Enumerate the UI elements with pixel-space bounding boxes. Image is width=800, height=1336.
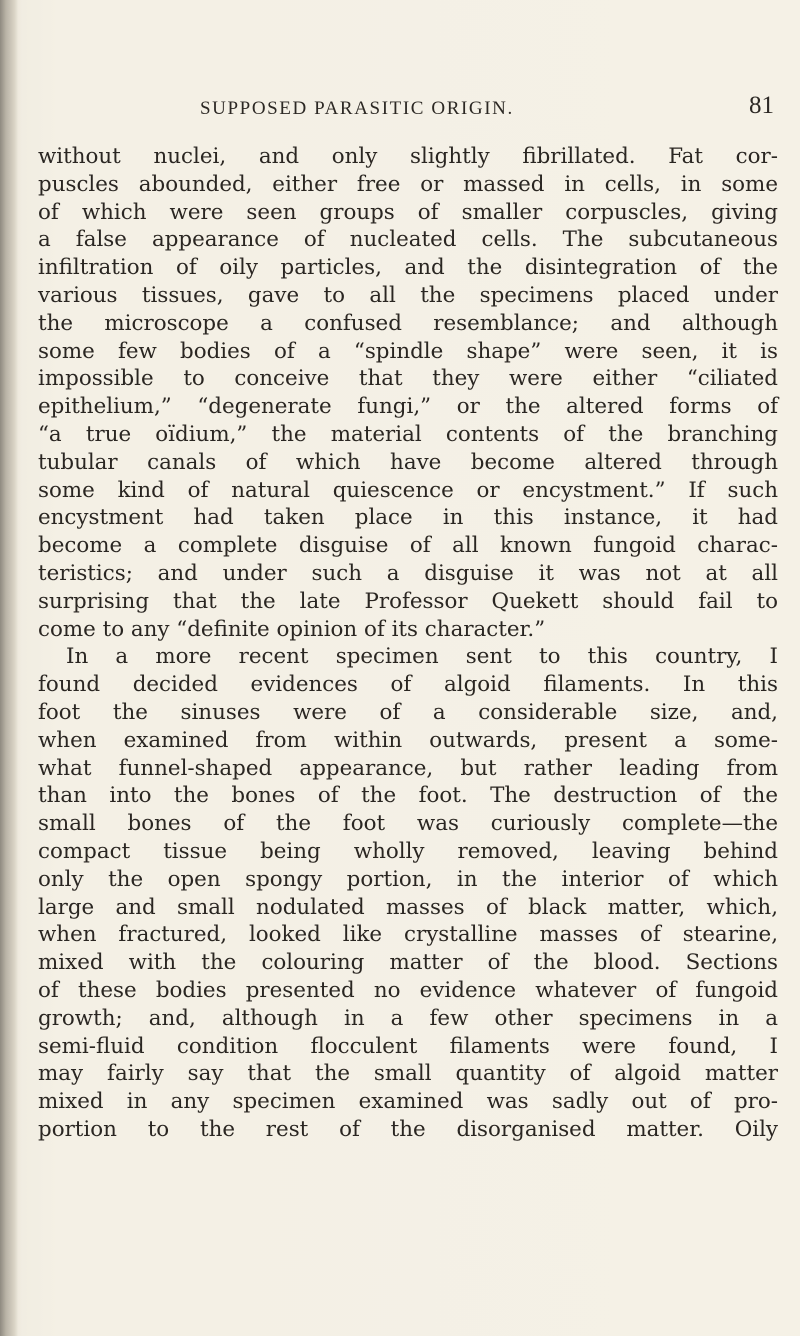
text-line: puscles abounded, either free or massed in cells, in some (38, 171, 778, 197)
paragraph-start-line: In a more recent specimen sent to this country, I (66, 644, 778, 670)
text-line: mixed with the colouring matter of the blood. Sections (38, 950, 778, 976)
text-line: only the open spongy portion, in the interior of which (38, 866, 778, 892)
text-line: compact tissue being wholly removed, leaving behind (38, 838, 778, 864)
text-line: various tissues, gave to all the specimens placed under (38, 282, 778, 308)
text-line: infiltration of oily particles, and the disintegration of the (38, 255, 778, 281)
text-line: portion to the rest of the disorganised matter. Oily (38, 1116, 778, 1142)
page-number: 81 (749, 92, 774, 119)
page-header (0, 92, 800, 138)
text-line: when examined from within outwards, present a some- (38, 727, 778, 753)
text-line: small bones of the foot was curiously complete—the (38, 811, 778, 837)
text-line: mixed in any specimen examined was sadly out of pro- (38, 1089, 778, 1115)
text-line: foot the sinuses were of a considerable size, and, (38, 699, 778, 725)
text-line: without nuclei, and only slightly fibrillated. Fat cor- (38, 144, 778, 169)
text-line: what funnel-shaped appearance, but rather leading from (38, 755, 778, 781)
text-line: impossible to conceive that they were either “ciliated (38, 366, 778, 392)
running-head: SUPPOSED PARASITIC ORIGIN. (200, 98, 514, 119)
text-line: the microscope a confused resemblance; and although (38, 310, 778, 336)
text-line: some kind of natural quiescence or encystment.” If such (38, 477, 778, 503)
text-line: may fairly say that the small quantity of algoid matter (38, 1061, 778, 1087)
paragraph-end-line: come to any “definite opinion of its character.” (38, 616, 546, 642)
text-line: semi-fluid condition flocculent filaments were found, I (38, 1033, 778, 1059)
text-line: become a complete disguise of all known fungoid charac- (38, 533, 778, 559)
text-line: tubular canals of which have become altered through (38, 449, 778, 475)
text-line: of which were seen groups of smaller corpuscles, giving (38, 199, 778, 225)
text-line: a false appearance of nucleated cells. The subcutaneous (38, 227, 778, 253)
text-line: surprising that the late Professor Quekett should fail to (38, 588, 778, 614)
text-line: some few bodies of a “spindle shape” were seen, it is (38, 338, 778, 364)
text-line: encystment had taken place in this instance, it had (38, 505, 778, 531)
text-line: than into the bones of the foot. The destruction of the (38, 783, 778, 809)
text-line: found decided evidences of algoid filaments. In this (38, 672, 778, 698)
text-line: teristics; and under such a disguise it was not at all (38, 560, 778, 586)
body-text (38, 143, 778, 1144)
text-line: growth; and, although in a few other specimens in a (38, 1005, 778, 1031)
text-line: large and small nodulated masses of black matter, which, (38, 894, 778, 920)
text-line: epithelium,” “degenerate fungi,” or the altered forms of (38, 394, 778, 420)
text-line: of these bodies presented no evidence whatever of fungoid (38, 977, 778, 1003)
page-binding-edge (0, 0, 18, 1336)
text-line: “a true oïdium,” the material contents of the branching (38, 421, 778, 447)
text-line: when fractured, looked like crystalline masses of stearine, (38, 922, 778, 948)
